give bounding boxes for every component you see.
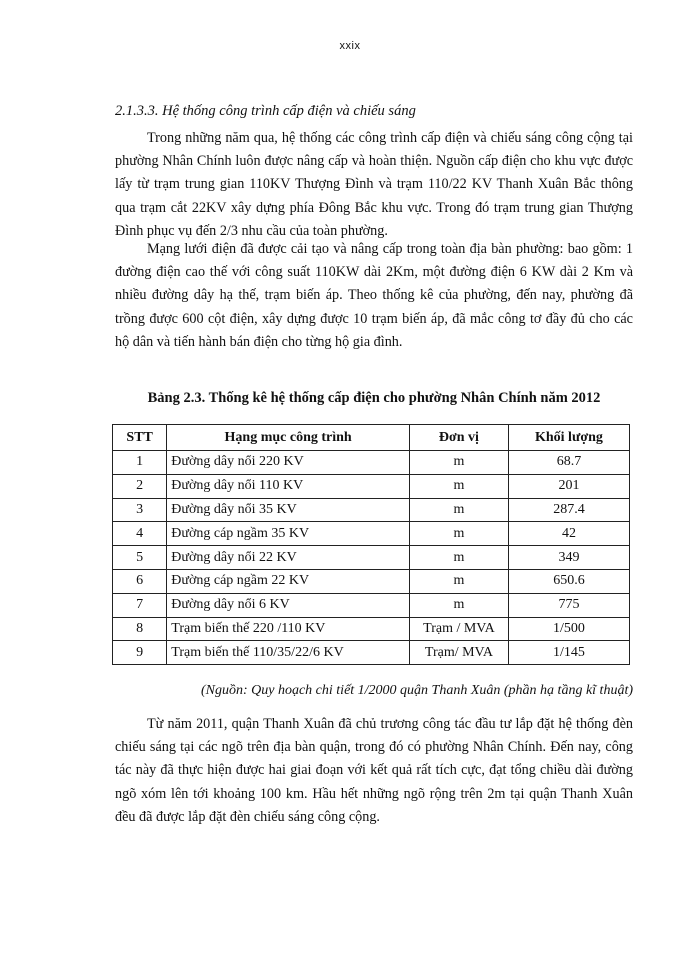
header-quantity: Khối lượng: [508, 425, 629, 451]
cell-quantity: 287.4: [508, 498, 629, 522]
cell-item: Đường dây nổi 22 KV: [167, 546, 410, 570]
table-row: [113, 498, 630, 522]
cell-quantity: 42: [508, 522, 629, 546]
paragraph-street-lighting: Từ năm 2011, quận Thanh Xuân đã chủ trương công tác đầu tư lắp đặt hệ thống đèn chiếu sáng tại các ngõ trên địa bàn quận, trong đó có phường Nhân Chính. Đến nay, công tác này đã thực hiện được hai giai đoạn với kết quả rất tích cực, đạt tổng chiều dài đường ngõ xóm lên tới khoảng 100 km. Hầu hết những ngõ rộng trên 2m tại quận Thanh Xuân đều đã được lắp đặt đèn chiếu sáng công cộng.: [115, 716, 633, 825]
table-row: [113, 569, 630, 593]
table-row: [113, 641, 630, 665]
cell-unit: m: [410, 593, 509, 617]
cell-quantity: 68.7: [508, 451, 629, 475]
cell-stt: 8: [113, 617, 167, 641]
cell-stt: 3: [113, 498, 167, 522]
table-row: [113, 546, 630, 570]
cell-item: Đường dây nổi 6 KV: [167, 593, 410, 617]
table-source-note: (Nguồn: Quy hoạch chi tiết 1/2000 quận Thanh Xuân (phần hạ tầng kĩ thuật): [200, 683, 633, 698]
cell-quantity: 1/145: [508, 641, 629, 665]
cell-stt: 7: [113, 593, 167, 617]
header-unit: Đơn vị: [410, 425, 509, 451]
header-item: Hạng mục công trình: [167, 425, 410, 451]
cell-unit: m: [410, 546, 509, 570]
cell-quantity: 775: [508, 593, 629, 617]
cell-item: Trạm biến thế 110/35/22/6 KV: [167, 641, 410, 665]
cell-stt: 6: [113, 569, 167, 593]
cell-quantity: 201: [508, 474, 629, 498]
cell-quantity: 349: [508, 546, 629, 570]
table-header-row: [113, 425, 630, 451]
cell-stt: 1: [113, 451, 167, 475]
cell-unit: Trạm / MVA: [410, 617, 509, 641]
cell-unit: m: [410, 451, 509, 475]
table-row: [113, 522, 630, 546]
cell-stt: 5: [113, 546, 167, 570]
table-row: [113, 451, 630, 475]
table-row: [113, 593, 630, 617]
power-supply-table: [112, 424, 630, 665]
cell-unit: Trạm/ MVA: [410, 641, 509, 665]
cell-unit: m: [410, 474, 509, 498]
cell-item: Đường dây nổi 220 KV: [167, 451, 410, 475]
header-stt: STT: [113, 425, 167, 451]
cell-unit: m: [410, 569, 509, 593]
cell-item: Trạm biến thế 220 /110 KV: [167, 617, 410, 641]
paragraph-power-grid: Mạng lưới điện đã được cải tạo và nâng cấp trong toàn địa bàn phường: bao gồm: 1 đường điện cao thế với công suất 110KW dài 2Km, một đường điện 6 KW dài 2 Km và nhiều đường dây hạ thế, trạm biến áp. Theo thống kê của phường, đến nay, phường đã trồng được 600 cột điện, xây dựng được 10 trạm biến áp, đã mắc công tơ đầy đủ cho các hộ dân và tiến hành bán điện cho từng hộ gia đình.: [115, 241, 633, 350]
cell-quantity: 650.6: [508, 569, 629, 593]
cell-item: Đường cáp ngầm 22 KV: [167, 569, 410, 593]
cell-stt: 4: [113, 522, 167, 546]
cell-unit: m: [410, 498, 509, 522]
cell-stt: 9: [113, 641, 167, 665]
cell-unit: m: [410, 522, 509, 546]
cell-item: Đường cáp ngầm 35 KV: [167, 522, 410, 546]
cell-item: Đường dây nổi 35 KV: [167, 498, 410, 522]
table-caption: Bảng 2.3. Thống kê hệ thống cấp điện cho phường Nhân Chính năm 2012: [147, 390, 601, 406]
table-row: [113, 474, 630, 498]
table-row: [113, 617, 630, 641]
cell-quantity: 1/500: [508, 617, 629, 641]
cell-item: Đường dây nổi 110 KV: [167, 474, 410, 498]
paragraph-power-sources: Trong những năm qua, hệ thống các công trình cấp điện và chiếu sáng công cộng tại phường Nhân Chính luôn được nâng cấp và hoàn thiện. Nguồn cấp điện cho khu vực được lấy từ trạm trung gian 110KV Thượng Đình và trạm 110/22 KV Thanh Xuân Bắc thông qua trạm cắt 22KV xây dựng phía Đông Bắc khu vực. Trong đó trạm trung gian Thượng Đình phục vụ đến 2/3 nhu cầu của toàn phường.: [115, 130, 633, 239]
section-heading: 2.1.3.3. Hệ thống công trình cấp điện và chiếu sáng: [115, 103, 416, 119]
cell-stt: 2: [113, 474, 167, 498]
page-number: xxix: [339, 40, 361, 52]
